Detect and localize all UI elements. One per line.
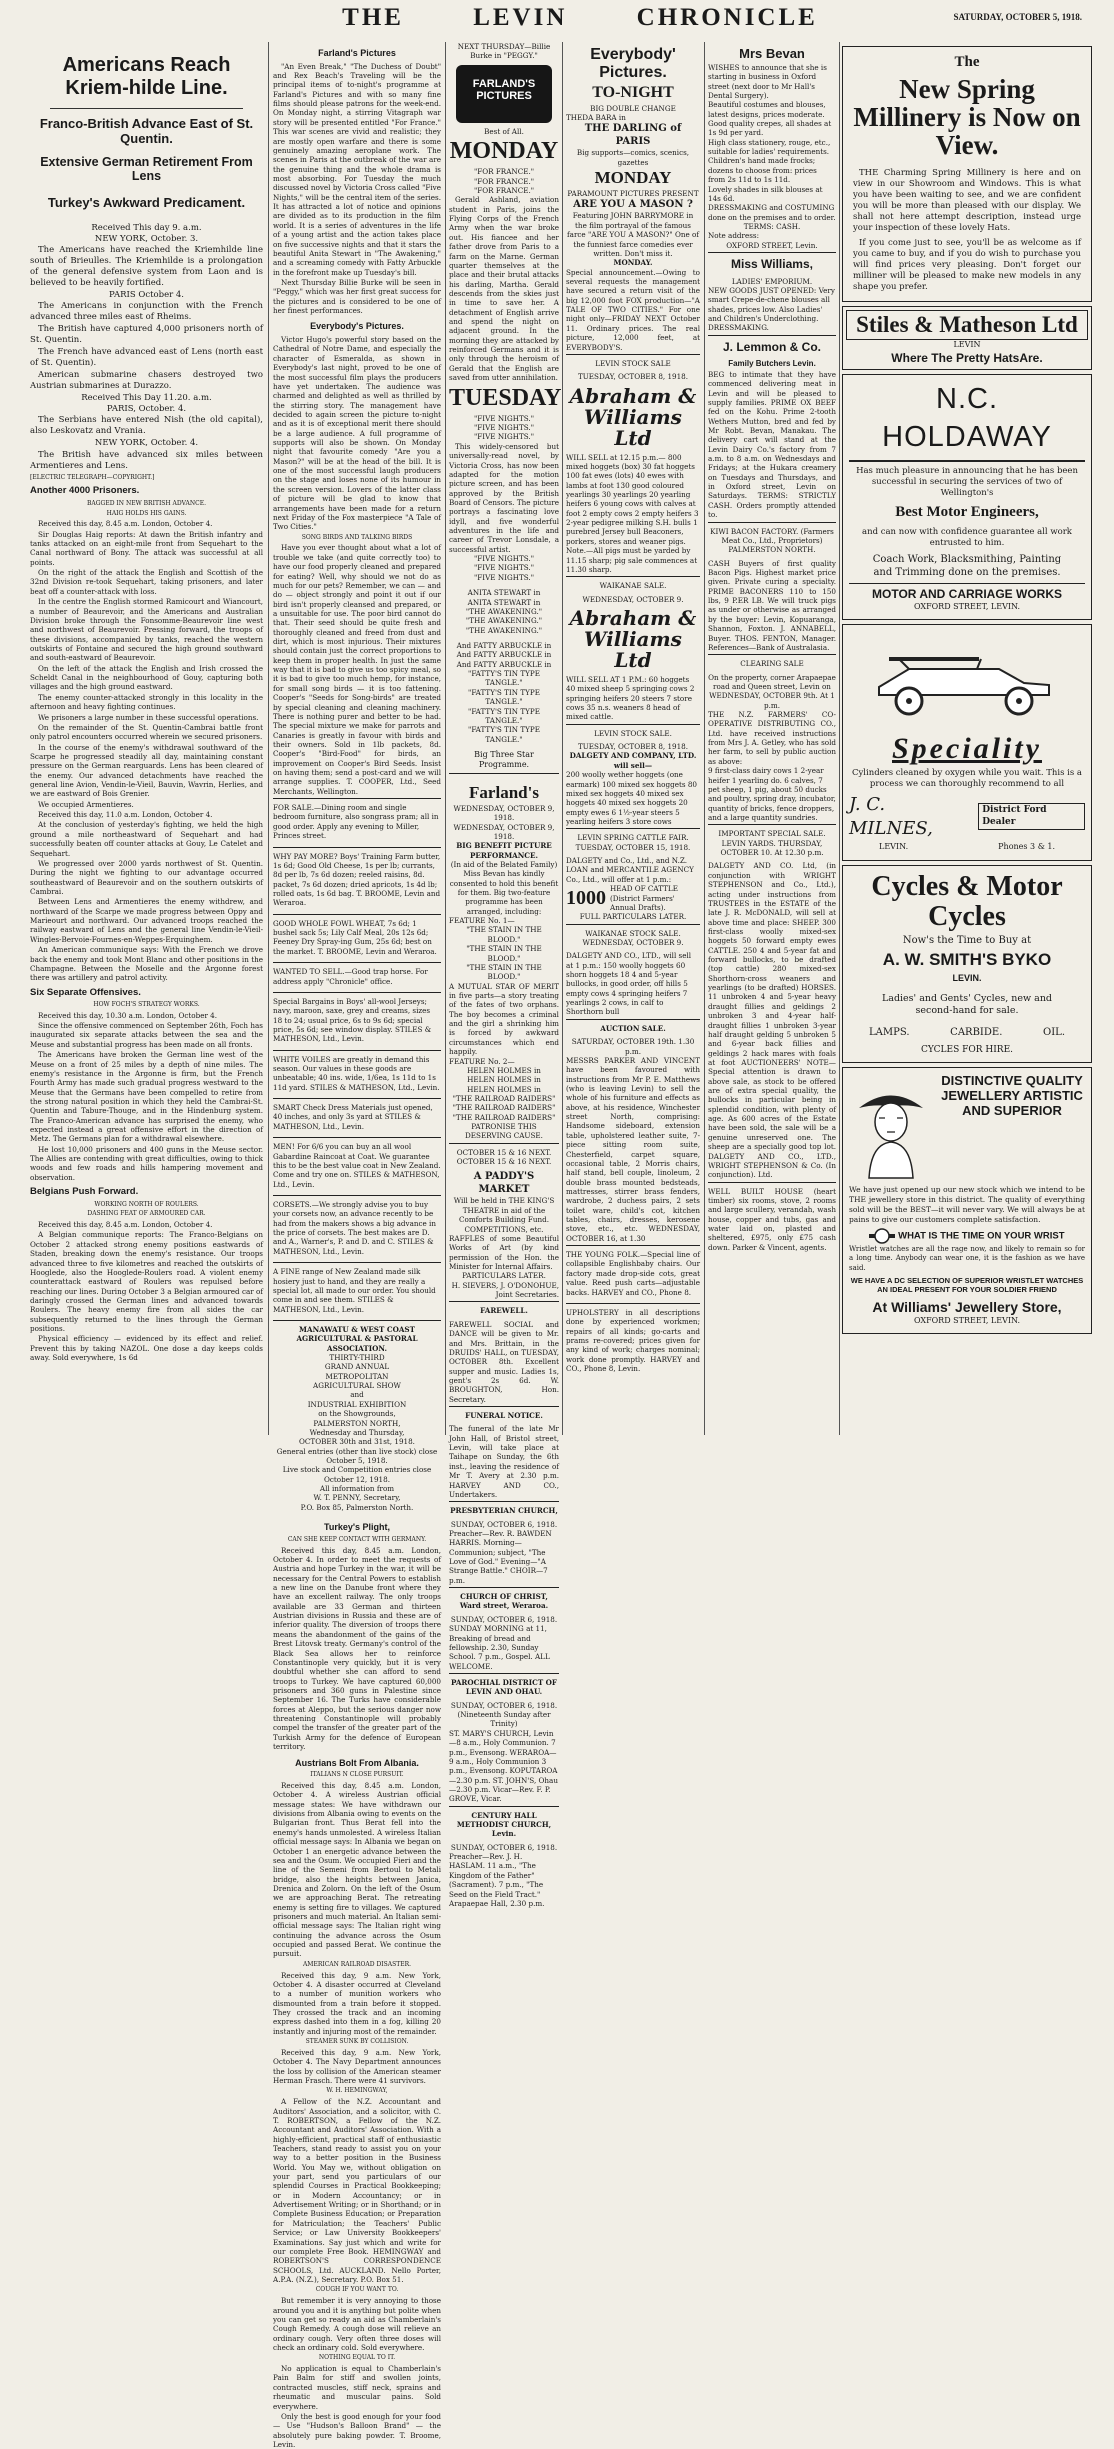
day-monday: MONDAY (594, 168, 672, 188)
show-line: P.O. Box 85, Palmerston North. (300, 1502, 414, 1512)
article-paragraph: The British have advanced six miles between Armentieres and Lens. (30, 449, 263, 471)
heading-turkey: Turkey's Plight, (324, 1522, 390, 1533)
benefit-text: (In aid of the Belated Family) Miss Bevan has kindly consented to hold this benefit for them. Big two-feature programme has been arranged, including: (449, 859, 559, 916)
date-line: WEDNESDAY, OCTOBER 9, 1918. (453, 803, 555, 823)
secretaries: H. SIEVERS, J. O'DONOHUE, Joint Secretaries. (451, 1280, 559, 1300)
heading-farlands-pictures: Farland's Pictures (318, 48, 396, 58)
church-of-christ-heading: CHURCH OF CHRIST, Ward street, Weraroa. (449, 1587, 559, 1615)
article-paragraph: But remember it is very annoying to those around you and it is anything but polite when you can get so ready an aid as Chamberlain's Cough Remedy. A cough dose will relieve an ordinary cough. Very often three doses will check an ordinary cold. Sold everywhere. (273, 2296, 441, 2352)
heading-cough: COUGH IF YOU WANT TO. (315, 2286, 399, 2294)
article-paragraph: Physical efficiency — evidenced by its effect and relief. Prevent this by taking NAZOL. One dose a day keeps colds away. Sold everywhere, 1s 6d (30, 1334, 263, 1363)
abraham-williams-logo: Abraham & Williams Ltd (569, 383, 697, 450)
column-shops (708, 42, 836, 1435)
lemmon-title: J. Lemmon & Co. (708, 335, 836, 360)
article-paragraph: In the course of the enemy's withdrawal southward of the Scarpe he progressed steadily all day, maintaining constant pressure on the German rearguards. Lens has been cleared of the enemy. Our advanced detachments have reached the general line Avion, Vendin-le-Vieil, Bauvin, Wavrin, Herlies, and we are eastward of Bois Grenier. (30, 742, 263, 799)
clearing-text: On the property, corner Arapaepae road and Queen street, Levin on WEDNESDAY, OCTOBER 9th. At 1 p.m. (708, 672, 836, 710)
church-date: SUNDAY, OCTOBER 6, 1918. (Nineteenth Sunday after Trinity) (450, 1700, 558, 1729)
bevan-text: DRESSMAKING and COSTUMING done on the premises and to order. (708, 203, 836, 222)
article-paragraph: Received this day, 8.45 a.m. London, October 4. A wireless Austrian official message states: We have withdrawn our divisions from Albania owing to events on the Bulgarian front. Thus Berat fell into the enemy's hands unmolested. A wireless Italian official message says: In Albania we began on October 1 an energetic advance between the sea and the Osum. We occupied Fieri and the line of the Semeni from Bertoul to Metali bridge, also the heights between Janica, Drenica and Zolorn. On the left of the Osum we are approaching Berat. The retreating enemy is setting fire to villages. We captured prisoners and much material. An Italian semi-official message says: The Italian right wing continuing the advance across the Osum occupied and passed Berat. We continue the pursuit. (273, 1781, 441, 1959)
speciality-heading: Speciality (892, 732, 1042, 766)
funeral-text: The funeral of the late Mr John Hall, of Bristol street, Levin, will take place at Taihape on Sunday, the 6th inst., leaving the residence of Mr T. Avery at 2.30 p.m. HARVEY AND CO., Undertakers. (449, 1424, 559, 1499)
article-paragraph: Received this day, 8.45 a.m. London, October 4. (38, 519, 213, 529)
cycles-heading: Cycles & Motor Cycles (871, 871, 1063, 932)
article-paragraph: Received this day, 8.45 a.m. London, October 4. (38, 1220, 213, 1230)
century-hall-heading: CENTURY HALL METHODIST CHURCH, Levin. (449, 1806, 559, 1843)
deck: ITALIANS N CLOSE PURSUIT. (310, 1771, 404, 1779)
note-address: Note address: (708, 231, 760, 241)
works-heading: MOTOR AND CARRIAGE WORKS (849, 583, 1085, 603)
classified-ad: CORSETS.—We strongly advise you to buy your corsets now, an advance recently to be had from the makers shows a big advance in the price of corsets. The best makes are D. and A., Warner's, P. and D. and C. STILES & MATHESON, Ltd., Levin. (273, 1195, 441, 1260)
film-title: "THE AWAKENING." (465, 616, 543, 626)
article-paragraph: The Americans in conjunction with the French advanced three miles east of Rheims. (30, 300, 263, 322)
film-title: "THE STAIN IN THE BLOOD." (466, 925, 542, 944)
sale-list: DALGETY AND CO., LTD., will sell at 1 p.m.: 150 woolly hoggets 60 shorn hoggets 18 4 and 5-year bullocks, in good order, off hills 5 empty cows 4 springing heifers 7 yearlings 2 cows, in calf to Shorthorn bull (566, 951, 692, 1017)
classified-ad: WHITE VOILES are greatly in demand this season. Our values in these goods are unbeatable; 40 ins. wide, 1/6ea, 1s 11d to 1s 11d yard. STILES & MATHESON, Ltd., Levin. (273, 1050, 441, 1096)
classified-ad: SMART Check Dress Materials just opened, 40 inches, and only 3s yard at STILES & MATHESON, Ltd., Levin. (273, 1098, 441, 1135)
sale-date: TUESDAY, OCTOBER 8, 1918. (577, 372, 689, 382)
show-line: INDUSTRIAL EXHIBITION (307, 1399, 407, 1409)
show-line: Live stock and Competition entries close October 12, 1918. (282, 1465, 432, 1484)
abraham-williams-logo: Abraham & Williams Ltd (569, 605, 697, 672)
stock-sale-heading: WAIKANAE SALE. (566, 576, 700, 594)
column-rule (704, 42, 705, 1435)
selection-text: WE HAVE A DC SELECTION OF SUPERIOR WRISTLET WATCHES AN IDEAL PRESENT FOR YOUR SOLDIER FRIEND (850, 1275, 1084, 1295)
date-line: WEDNESDAY, OCTOBER 9, 1918. (453, 822, 555, 841)
cycles-for-hire: CYCLES FOR HIRE. (921, 1044, 1013, 1055)
article-paragraph: Received this day, 9 a.m. New York, October 4. The Navy Department announces the loss by collision of the American steamer Herman Frasch. There were 41 survivors. (273, 2047, 441, 2086)
film-title: "THE AWAKENING." (465, 606, 543, 616)
harvey-advert: UPHOLSTERY in all descriptions done by experienced workmen; repairs of all kinds; go-carts and prams re-covered; prices given for any kind of work; charges nominal; work done promptly. HARVEY and CO., Phone 8, Levin. (566, 1303, 700, 1378)
classified-ad: A FINE range of New Zealand made silk hosiery just to hand, and they are really a special lot, all made to our order. You should come in and see them. STILES & MATHESON, Ltd., Levin. (273, 1262, 441, 1318)
article-paragraph: A Fellow of the N.Z. Accountant and Auditors' Association, and a solicitor, with C. T. ROBERTSON, a Fellow of the N.Z. Accountant and Auditors' Association. With a highly-efficient, practical staff of enthusiastic Teachers, stand ready to assist you on your way to a better position in the Business World. You May we, without obligation on your part, send you particulars of our splendid Courses in Practical Bookkeeping; or in Modern Accountancy; or in Advertisement Writing; or in Shorthand; or in Complete Business Education; or Preparation for Matriculation; the Teachers' Public Service; or Law University Bookkeepers' Examinations. Say just which and write for our complete Free Book. HEMINGWAY and ROBERTSON'S CORRESPONDENCE SCHOOLS, Ltd. AUCKLAND. Nello Porter, A.P.A. (N.Z.), Secretary. P.O. Box 51. (273, 2097, 441, 2284)
jewellery-headline: DISTINCTIVE QUALITY JEWELLERY ARTISTIC AND SUPERIOR (941, 1073, 1083, 1119)
butchers: Family Butchers Levin. (728, 359, 816, 369)
motor-engineers: Best Motor Engineers, (895, 503, 1039, 520)
millinery-text: If you come just to see, you'll be as welcome as if you came to buy, and if you do wish to purchase you will find prices very pleasing. Don't forget our milliner will be pleased to make new models in any shape you prefer. (853, 238, 1081, 293)
church-text: Preacher—Rev. R. BAWDEN HARRIS. Morning—Communion; subject, "The Love of God." Evening—"A Strange Battle." CHOIR—7 p.m. (449, 1528, 552, 1585)
programme-note: BIG DOUBLE CHANGE (590, 103, 676, 113)
article-paragraph: "An Even Break," "The Duchess of Doubt" and Rex Beach's Traveling will be the principal items of to-night's programme at Farland's Pictures and with so many fine films should please patrons for the week-end. On Monday night, a stirring Vitagraph war story will be presented entitled "For France." This war scenes are vivid and realistic; they are mostly open warfare and there is some genuinely amazing aeroplane work. The scenes in Paris at the outbreak of the war are the genuine thing and the whole drama is most absorbing. For Tuesday the much discussed novel by Victoria Cross called "Five Nights," will be the central item of the series. It has attracted a lot of notice and opinions are divided as to its production in the film world. It is a series of adventures in the life of a young artist and the action takes place on five successive nights and that it stars the beautiful Anita Stewart in "The Awakening," and a screaming comedy with Fatty Arbuckle in the forefront make up Tuesday's bill. (273, 61, 441, 277)
church-date: SUNDAY, OCTOBER 6, 1918. (450, 1614, 558, 1624)
issue-date: SATURDAY, OCTOBER 5, 1918. (953, 12, 1082, 22)
show-line: and (350, 1390, 364, 1400)
column-stock-sales (566, 42, 700, 1435)
wristlet-text: Wristlet watches are all the rage now, and likely to remain so for a long time. Anybody can wear one, it is the fashion as we have said. (849, 1245, 1085, 1272)
the: The (954, 54, 980, 70)
bevan-text: Lovely shades in silk blouses at 14s 6d. (708, 184, 823, 203)
article-paragraph: Received this day, 10.30 a.m. London, October 4. (38, 1010, 218, 1020)
cattle-count-note: HEAD OF CATTLE (District Farmers' Annual Drafts). (610, 884, 678, 912)
special-announcement: Special announcement.—Owing to several requests the management have secured a return visit of the big 12,000 foot FOX production—"A TALE OF TWO CITIES." For one night only—FRIDAY NEXT October 11. Ordinary prices. The real picture, 12,000 feet, at EVERYBODY'S. (566, 267, 700, 352)
copyright-line: [ELECTRIC TELEGRAPH—COPYRIGHT.] (30, 473, 155, 481)
farewell-heading: FAREWELL. (449, 1301, 559, 1319)
miss-williams: Miss Williams, (708, 252, 836, 277)
day-monday-small: MONDAY. (613, 258, 653, 268)
feature-label: FEATURE No. 2— (449, 1056, 515, 1066)
column-rule (268, 42, 269, 1435)
stiles-matheson-advert (842, 306, 1092, 370)
jewellery-advert (842, 1067, 1092, 1333)
article-paragraph: Only the best is good enough for your food — Use "Hudson's Balloon Brand" — the absolutely pure baking powder. T. Broome, Levin. (273, 2411, 441, 2449)
particulars-later: FULL PARTICULARS LATER. (579, 912, 687, 922)
show-advert (273, 1320, 441, 1516)
classified-ad: WANTED TO SELL.—Good trap horse. For address apply "Chronicle" office. (273, 962, 441, 990)
particulars-later: PARTICULARS LATER. (462, 1271, 546, 1281)
everybodys-title: Everybody' Pictures. (590, 46, 676, 82)
show-line: GRAND ANNUAL (324, 1362, 390, 1372)
deck: BAGGED IN NEW BRITISH ADVANCE. (86, 499, 206, 507)
film-title: "FIVE NIGHTS." (473, 423, 535, 433)
pretty-hats: Where The Pretty HatsAre. (891, 350, 1043, 365)
sale-list: WILL SELL at 12.15 p.m.— 800 mixed hoggets (box) 30 fat hoggets 100 fat ewes (lots) 40 ewes with lambs at foot 130 good coloured yearlings 30 yearlings 20 yearling heifers 6 young cows with calves at foot 2 empty cows 2 empty heifers 3 2-year pedigree milking S.H. bulls 1 purebred Jersey bull Beaconers, porkers, stores and weaner pigs. Note.—All pigs must be yarded by 11.15 sharp; pig sale commences at 11.30 sharp. (566, 452, 699, 574)
classified-ad: FOR SALE.—Dining room and single bedroom furniture, also songrass pram; all in good order. Apply any evening to Miller, Princes street. (273, 798, 441, 844)
column-war-news (30, 42, 263, 1435)
show-line: AGRICULTURAL SHOW (313, 1381, 401, 1391)
article-paragraph: The enemy counter-attacked strongly in this locality in the afternoon and heavy fighting continues. (30, 692, 263, 712)
ford-advert (842, 624, 1092, 862)
article-paragraph: The British have captured 4,000 prisoners north of St. Quentin. (30, 323, 263, 346)
ford-dealer: District Ford Dealer (978, 803, 1085, 830)
carbide: CARBIDE. (950, 1026, 1003, 1038)
headline-franco-british: Franco-British Advance East of St. Quentin. (39, 116, 254, 146)
film-title: "THE STAIN IN THE BLOOD." (466, 944, 542, 963)
wristwatch-icon (869, 1227, 895, 1245)
important-sale-text: DALGETY AND CO. Ltd, (in conjunction with WRIGHT STEPHENSON and Co., Ltd.), acting under instructions from TRUSTEES in the ESTATE of the late J. R. McDONALD, will sell at above time and place: SHEEP. 300 first-class woolly mixed-sex hoggets 50 forward empty ewes CATTLE. 250 4 and 5-year fat and forward bullocks, to be drafted (top cattle) 280 mixed-sex Shorthorn-cross weaners and yearlings (to be drafted) HORSES. 11 unbroken 4 and 5-year heavy draught fillies and geldings 2 unbroken 3 and 4-year half-draught fillies 1 unbroken 3-year half draught gelding 5 unbroken 5 and 6-year back fillies and geldings 2 hack mares with foals at foot AUCTIONEERS' NOTE—Special attention is drawn to above sale, as stock to be offered are of extra special quality, the bullocks in particular being in splendid condition, with plenty of age. As 600 acres of the Estate have been sold, the sale will be a genuine unreserved one. The sheep are a specially good top lot. DALGETY AND CO., LTD., WRIGHT STEPHENSON & Co. (In conjunction). Ltd. (708, 861, 836, 1180)
film-title: ANITA STEWART in (467, 597, 541, 607)
article-paragraph: An American communique says: With the French we drove back the enemy and took Mont Blanc and other positions in the Champagne. Between the Moselle and the Argonne forest there was artillery and patrol activity. (30, 945, 263, 983)
film-title: "FIVE NIGHTS." (473, 413, 535, 423)
millinery-headline: New Spring Millinery is Now on View. (853, 73, 1081, 161)
article-paragraph: Received this day, 9 a.m. New York, October 4. A disaster occurred at Cleveland to a number of munition workers who dismounted from a train before it stopped. They crossed the track and an incoming express dashed into them in a fog, killing 20 instantly and injuring most of the remainder. (273, 1970, 441, 2036)
article-paragraph: He lost 10,000 prisoners and 400 guns in the Meuse sector. The Allies are contending with great difficulties, owing to thick woods and few roads and hills hampering movement and observation. (30, 1144, 263, 1182)
terms: TERMS: CASH. (743, 222, 801, 231)
auction-heading: AUCTION SALE. (566, 1019, 700, 1037)
sale-list: 200 woolly wether hoggets (one earmark) 100 mixed sex hoggets 80 mixed sex hoggets 40 mixed sex hoggets 40 mixed sex hoggets 20 empty ewes 6 1½-year steers 5 yearling heifers 3 store cows (566, 770, 697, 826)
dateline: NEW YORK, October. 4. (94, 438, 199, 449)
williams-text: NEW GOODS JUST OPENED: Very smart Crepe-de-chene blouses all shades, prices low. Also Ladies' and Children's Underclothing. DRESSMAKING. (708, 286, 835, 333)
best-of-all: Best of All. (484, 126, 524, 136)
article-paragraph: Since the offensive commenced on September 26th, Foch has inaugurated six separate attacks between the sea and the Meuse and substantial progress has been made on all fronts. (30, 1021, 263, 1049)
next-thursday: NEXT THURSDAY—Billie Burke in "PEGGY." (457, 42, 551, 61)
classified-ad: MEN! For 6/6 you can buy an all wool Gabardine Raincoat at Coat. We guarantee this to be the best value coat in New Zealand. Come and try one on. STILES & MATHESON, Ltd., Levin. (273, 1137, 441, 1193)
presbyterian-heading: PRESBYTERIAN CHURCH, (449, 1501, 559, 1519)
deck: HOW FOCH'S STRATEGY WORKS. (93, 1000, 200, 1008)
cycles-text: Ladies' and Gents' Cycles, new and second-hand for sale. (881, 992, 1053, 1017)
funeral-heading: FUNERAL NOTICE. (449, 1406, 559, 1424)
film-title: And FATTY ARBUCKLE in (456, 640, 552, 650)
article-paragraph: On the remainder of the St. Quentin-Cambrai battle front only patrol encounters occurred wherein we secured prisoners. (30, 722, 263, 742)
market-dates: OCTOBER 15 & 16 NEXT. OCTOBER 15 & 16 NEXT. (449, 1143, 559, 1171)
coach-work: Coach Work, Blacksmithing, Painting and Trimming done on the premises. (872, 553, 1062, 578)
heading-everybodys-pictures: Everybody's Pictures. (310, 321, 404, 332)
show-line: General entries (other than live stock) close October 5, 1918. (276, 1446, 438, 1465)
lady-illustration (849, 1078, 933, 1178)
show-line: Wednesday and Thursday, (309, 1427, 405, 1437)
film-title: "FOR FRANCE." (473, 176, 535, 186)
paramount-line: PARAMOUNT PICTURES PRESENT (567, 189, 699, 199)
film-title: ANITA STEWART in (467, 588, 541, 598)
time-headline-text: WHAT IS THE TIME ON YOUR WRIST (898, 1230, 1065, 1242)
film-synopsis: Gerald Ashland, aviation student in Paris, joins the Flying Corps of the French Army when the war broke out. His fiancee and her father drove from Paris to a farm on the Marne. German quarter themselves at the place and their brutal attacks his darling, Martha. Gerald descends from the skies just in time to save her. A detachment of English arrive and spend the night on adjacent ground. In the morning they are attacked by reinforced Germans and it is only through the heroism of Gerald that the English are saved from utter annihilation. (449, 195, 559, 383)
now-line: Now's the Time to Buy at (902, 935, 1032, 947)
article-paragraph: Have you ever thought about what a lot of trouble we take (and quite correctly too) to have our food properly cleaned and prepared for eating? Well, why should we not do as much for our pets? Remember, we can — and do — object strongly and point it out if our bird isn't properly cleansed and prepared, or a unsuitable for use. The poor bird cannot do that. Their seed should be quite fresh and thoroughly cleaned and freed from dust and dirt, which is most injurious. Their mixtures should contain just the correct proportions to keep them in proper health. In just the same way that it is bad to give us too spicy meal, so it is bad to give too much hemp, for instance, for small song birds — it is too fattening. Cooper's "Seeds for Song-birds" are treated by special cleaning and cleaning machinery. There is nothing purer and better to be had. The special mixture we make for parrots and Canaries is greatly in favour with birds and their owners. Sold in 1lb packets, 8d. Cooper's "Bird-Food" for birds, an improvement on Cooper's Bird Seeds. Insist on having them; send a post-card and we will arrange supplies. T. COOPER, Ltd., Seed Merchants, Wellington. (273, 543, 441, 796)
raffles: RAFFLES of some Beautiful Works of Art (by kind permission of the Hon. the Minister for Internal Affairs. (449, 1233, 559, 1271)
column-rule (839, 42, 840, 1435)
film-title: "FOR FRANCE." (473, 167, 535, 177)
article-paragraph: Received this day, 11.0 a.m. London, October 4. (38, 810, 213, 820)
article-paragraph: On the left of the attack the English and Irish crossed the Scheldt Canal in the neighbourhood of Gouy, capturing both villages and the high ground eastward. (30, 663, 263, 692)
stock-sale-heading: LEVIN STOCK SALE. (566, 724, 700, 742)
heading-steamer: STEAMER SUNK BY COLLISION. (305, 2038, 409, 2046)
stock-sale-heading: LEVIN STOCK SALE (566, 354, 700, 372)
film-title: "THE AWAKENING." (465, 625, 543, 635)
clearing-sale: CLEARING SALE (708, 654, 836, 672)
levin: LEVIN. (952, 973, 982, 984)
show-line: THIRTY-THIRD (329, 1353, 385, 1363)
levin: LEVIN (953, 340, 981, 350)
lamps: LAMPS. (869, 1026, 910, 1038)
nz-farmers: THE N.Z. FARMERS' CO-OPERATIVE DISTRIBUTING CO., Ltd. have received instructions from Mrs J. A. Getley, who has sold her farm, to sell by public auction as above: (708, 710, 836, 766)
sale-date: TUESDAY, OCTOBER 8, 1918. (577, 742, 689, 752)
tonight: TO-NIGHT (592, 83, 674, 101)
show-title: MANAWATU & WEST COAST AGRICULTURAL & PASTORAL ASSOCIATION. (296, 1324, 418, 1353)
deck: HAIG HOLDS HIS GAINS. (106, 509, 187, 517)
subhead-belgians: Belgians Push Forward. (30, 1186, 139, 1198)
heading-railroad: AMERICAN RAILROAD DISASTER. (302, 1960, 412, 1968)
benefit-heading: BIG BENEFIT PICTURE PERFORMANCE. (456, 841, 552, 860)
church-date: SUNDAY, OCTOBER 6, 1918. (450, 1519, 558, 1529)
cycles-advert (842, 865, 1092, 1063)
harvey-advert: THE YOUNG FOLK.—Special line of collapsible Englishbaby chairs. Our factory made drop-side cots, great value. Reed push carts—adjustable backs. HARVEY and CO., Phone 8. (566, 1245, 700, 1301)
article-paragraph: Victor Hugo's powerful story based on the Cathedral of Notre Dame, and especially the character of Esmeralda, as shown in Everybody's last night, proved to be one of the most successful film plays the producers have yet undertaken. The audience was charmed and delighted as well as thrilled by the stirring story. The management have decided to again screen the picture to-night and as it is of exceptional merit there should be a large audience. A full programme of supports will also be shown. On Monday night that favourite comedy "Are you a Mason?" will be at the head of the bill. It is one of the most successful laugh producers on the stage and loses none of its humour in the screen version. Lovers of the latter class of picture will be glad to know that arrangements have been made for a return next Friday of the Fox masterpiece "A Tale of Two Cities." (273, 335, 441, 532)
sale-list: WILL SELL AT 1 P.M.: 60 hoggets 40 mixed sheep 5 springing cows 2 springing heifers 20 steers 7 store cows 35 n.s. weaners 8 head of mixed cattle. (566, 674, 695, 722)
dateline: PARIS, October. 4. (106, 404, 187, 415)
deck: WORKING NORTH OF ROULERS. (94, 1200, 199, 1208)
film-title: "FIVE NIGHTS." (473, 572, 535, 582)
heading-hemingway: W. H. HEMINGWAY, (326, 2087, 388, 2095)
column-rule (562, 42, 563, 1435)
column-rule (445, 42, 446, 1435)
day-tuesday: TUESDAY (449, 384, 562, 411)
auction-text: MESSRS PARKER AND VINCENT have been favoured with instructions from Mr P. E. Matthews (who is leaving Levin) to sell the whole of his furniture and effects as above, at his residence, Winchester street North, comprising: Handsome sideboard, extension table, upholstered leather suite, 7-piece sitting room suite, Chesterfield, carpet square, occasional table, 2 Morris chairs, half stand, bell couple, linoleum, 2 double brass mounted bedsteads, mattresses, stirrer brass fenders, wardrobe, 2 duchess pairs, 2 sets toilet ware, child's cot, kitchen tables, chairs, dresses, kerosene stove, etc., etc. WEDNESDAY, OCTOBER 16, at 1.30 (566, 1055, 700, 1243)
competitions: COMPETITIONS, etc. (464, 1224, 544, 1234)
cable-time: Received This day 9. a.m. (91, 222, 202, 233)
supports-line: Big supports—comics, scenics, gazettes (576, 148, 690, 167)
bevan-text: Children's hand made frocks; dozens to choose from: prices from 2s 11d to 1s 11d. (708, 156, 817, 185)
bevan-text: Good quality crepes, all shades at 1s 9d per yard. (708, 119, 832, 138)
auctioneer: DALGETY AND COMPANY, LTD. will sell— (569, 751, 697, 770)
film-title: "FATTY'S TIN TYPE TANGLE." (468, 725, 540, 744)
store-address: OXFORD STREET, LEVIN. (913, 1316, 1021, 1326)
film-synopsis: This widely-censored but universally-read novel, by Victoria Cross, has now been adapted for the motion picture screen, and has been approved by the British Board of Censors. The picture portrays a fascinating love idyll, and five wonderful adventures in the life and career of Trevor Lonsdale, a successful artist. (449, 441, 559, 554)
film-title: HELEN HOLMES in (467, 1084, 541, 1094)
jewellery-store: At Williams' Jewellery Store, (872, 1299, 1062, 1316)
feature-label: FEATURE No. 1— (449, 916, 515, 926)
film-title: "FATTY'S TIN TYPE TANGLE." (468, 687, 540, 707)
paddys-market: A PADDY'S MARKET (473, 1171, 535, 1196)
article-paragraph: The Americans have reached the Kriemhilde line south of Brieulles. The Kriemhilde is a prolongation of the general defensive system from Laon and is believed to be heavily fortified. (30, 244, 263, 288)
film-title: "FIVE NIGHTS." (473, 432, 535, 442)
film-title: THE DARLING of PARIS (584, 123, 682, 148)
show-line: W. T. PENNY, Secretary, (313, 1493, 401, 1503)
church-date: SUNDAY, OCTOBER 6, 1918. (450, 1842, 558, 1852)
parochial-heading: PAROCHIAL DISTRICT OF LEVIN AND OHAU. (449, 1673, 559, 1701)
church-text: SUNDAY MORNING at 11, Breaking of bread and fellowship. 2.30, Sunday School. 7 p.m., Gospel. ALL WELCOME. (449, 1624, 550, 1671)
stiles-matheson-logo: Stiles & Matheson Ltd (846, 310, 1088, 340)
film-title: "THE RAILROAD RAIDERS" (452, 1093, 556, 1103)
bevan-text: High class stationery, rouge, etc., suitable for ladies' requirements. (708, 137, 831, 157)
day-monday: MONDAY (449, 138, 559, 165)
headline-lens: Extensive German Retirement From Lens (40, 154, 253, 184)
film-title: "FATTY'S TIN TYPE TANGLE." (468, 669, 540, 688)
patronise-line: PATRONISE THIS DESERVING CAUSE. (465, 1122, 543, 1141)
house-for-sale: WELL BUILT HOUSE (heart timber) six rooms, stove, 2 rooms and large scullery, verandah, wash house, copper and tubs, gas and water laid on, plasted and sheltered, £975, only £75 cash down. Parker & Vincent, agents. (708, 1182, 836, 1257)
film-synopsis: Featuring JOHN BARRYMORE in the film portrayal of the famous farce "ARE YOU A MASON?" One of the funniest farce comedies ever written. Don't miss it. (567, 211, 699, 258)
article-paragraph: The Americans have broken the German line west of the Meuse on a front of 25 miles by a depth of nine miles. The enemy's resistance in the Argonne is firm, but the French Fourth Army has made such gradual progress westward to the Meuse that the Germans have been compelled to retire from the strong natural position in which they held the Cambrai-St. Quentin and Tabure-Thouge, and in the Hindenburg system. The Franco-American advance has surprised the enemy, who expected instead a great offensive effort in the direction of Metz. The Germans plan for a withdrawal elsewhere. (30, 1050, 263, 1144)
newspaper-title: THE LEVIN CHRONICLE (342, 4, 818, 31)
dateline: PARIS October 4. (109, 289, 184, 300)
dateline: NEW YORK, October. 3. (94, 233, 199, 244)
emporium: LADIES' EMPORIUM. (731, 276, 813, 286)
cattle-fair-heading: LEVIN SPRING CATTLE FAIR. TUESDAY, OCTOBER 15, 1918. (566, 828, 700, 856)
classified-ad: GOOD WHOLE FOWL WHEAT, 7s 6d; 1 bushel sack 5s; Lily Calf Meal, 20s 12s 6d; Feeney Dry Spray-ing Gum, 25s 6d; best on the market. T. BROOME, Levin and Weraroa. (273, 914, 441, 960)
film-title: ARE YOU A MASON ? (573, 199, 693, 211)
subhead-prisoners: Another 4000 Prisoners. (30, 485, 140, 497)
cattle-count: 1000 (566, 887, 606, 910)
bevan-text: Beautiful costumes and blouses, latest designs, prices moderate. (708, 100, 826, 119)
cattle-fair-text: DALGETY and Co., Ltd., and N.Z. LOAN and MERCANTILE AGENCY Co., Ltd., will offer at 1 p.m.: (566, 856, 694, 884)
heading-song-birds: SONG BIRDS AND TALKING BIRDS (301, 533, 413, 541)
article-paragraph: In the centre the English stormed Ramicourt and Wiancourt, a number of Beaurevoir, and the Americans and Australian Division broke through the Fonsomme-Beaurevoir line west and northwest of Beaurevoir. Pressing forward, the troops of these divisions, accompanied by tanks, reached the western outskirts of Fontaine and secured the high ground southward and south-eastward of Beaurevoir. (30, 597, 263, 663)
heading-nothing-equal: NOTHING EQUAL TO IT. (318, 2354, 396, 2362)
holdaway-name: N.C. HOLDAWAY (849, 381, 1085, 461)
phones: Phones 3 & 1. (998, 842, 1055, 851)
nz-farmers-list: 9 first-class dairy cows 1 2-year heifer 1 yearling do. 6 calves, 7 pet sheep, 1 pig, about 50 ducks and poultry, spring dray, incubator, quantity of bricks, fence droppers, and a large quantity sundries. (708, 766, 836, 822)
article-paragraph: The Serbians have entered Nish (the old capital), also Leskovatz and Vrania. (30, 415, 263, 437)
holdaway-text: Has much pleasure in announcing that he has been successful in securing the services of two of Wellington's (856, 465, 1078, 498)
motor-car-illustration (849, 639, 1069, 719)
show-line: OCTOBER 30th and 31st, 1918. (299, 1437, 415, 1447)
holdaway-advert (842, 374, 1092, 619)
column-display-ads (842, 42, 1092, 1435)
smith-byko: A. W. SMITH'S BYKO (882, 950, 1052, 970)
star-line: THEDA BARA in (566, 112, 626, 122)
church-text: ST. MARY'S CHURCH, Levin—8 a.m., Holy Communion. 7 p.m., Evensong. WERAROA—9 a.m., Holy Communion 3 p.m., Evensong. KOPUTAROA—2.30 p.m. ST. JOHN'S, Ohau—2.30 p.m. Vicar—Rev. F. P. GROVE, Vicar. (449, 1728, 558, 1804)
article-paragraph: Between Lens and Armentieres the enemy withdrew, and northward of the Scarpe we made progress between Oppy and Marieourt and northward. Our advanced troops reached the railway eastward of Lens and the general line Vendin-le-Vieil-Wingles-Bervoie-Fournes-en-Weppes-Erquinghem. (30, 897, 263, 944)
column-farlands-ads (449, 42, 562, 1908)
speciality-text: Cylinders cleaned by oxygen while you wait. This is a process we can thoroughly recommend to all (851, 768, 1083, 790)
article-paragraph: We occupied Armentieres. (38, 799, 134, 809)
auction-date: SATURDAY, OCTOBER 19th. 1.30 p.m. (571, 1037, 695, 1056)
important-sale: IMPORTANT SPECIAL SALE. LEVIN YARDS. THURSDAY, OCTOBER 10. At 12.30 p.m. (708, 824, 836, 861)
oil: OIL. (1043, 1026, 1065, 1038)
programme-note: Big Three Star Programme. (474, 749, 534, 770)
article-paragraph: On the right of the attack the English and Scottish of the 32nd Division re-took Sequehart, taking prisoners, and later beat off a counter-attack with loss. (30, 568, 263, 596)
film-title: "THE STAIN IN THE BLOOD." (466, 962, 542, 982)
church-text: Preacher—Rev. J. H. HASLAM. 11 a.m., "The Kingdom of the Father" (Sacrament). 7 p.m., "The Seed on the Field Tract." Arapaepae Hall, 2.30 p.m. (449, 1852, 545, 1908)
deck: CAN SHE KEEP CONTACT WITH GERMANY. (287, 1535, 427, 1543)
film-title: "FATTY'S TIN TYPE TANGLE." (468, 706, 540, 725)
film-title: "FIVE NIGHTS." (473, 554, 535, 564)
film-title: "FOR FRANCE." (473, 185, 535, 195)
works-address: OXFORD STREET, LEVIN. (913, 602, 1021, 612)
milnes-name: J. C. MILNES, (849, 794, 933, 839)
show-line: PALMERSTON NORTH, (313, 1418, 401, 1428)
article-paragraph: Received this day, 8.45 a.m. London, October 4. In order to meet the requests of Austria and hope Turkey in the war, it will be necessary for the Central Powers to establish a new line on the Danube front where they have an excellent railway. The only troops available are 33 German and thirteen Austrian divisions in Russia and these are of inferior quality. The diversion of troops there means the abandonment of the gains of the Brest Litovsk treaty. Germany's control of the Black Sea allows her to reinforce Constantinople very quickly, but it is very doubtful whether she can afford to send troops to Turkey. We have captured 60,000 prisoners and 360 guns in Palestine since September 16. The Turks have considerable forces at Aleppo, but the serious danger now threatening Constantinople will probably compel the transfer of the greater part of the Turkish Army for the defence of European territory. (273, 1545, 441, 1752)
cable-time: Received This Day 11.20. a.m. (81, 393, 212, 404)
sale-date: WEDNESDAY, OCTOBER 9. (582, 594, 684, 604)
address: OXFORD STREET, Levin. (726, 240, 818, 250)
classified-ad: WHY PAY MORE? Boys' Training Farm butter, 1s 6d; Good Old Cheese, 1s per lb; currants, 8d per lb, 7s 6d dozen; reeled raisins, 8d. packet, 7s 6d dozen; dried apricots, 1s 4d lb; rolled oats, 1s 6d bag. T. BROOME, Levin and Weraroa. (273, 847, 441, 912)
kiwi-bacon: KIWI BACON FACTORY. (Farmers Meat Co., Ltd., Proprietors) PALMERSTON NORTH. (708, 522, 836, 559)
lemmon-text: BEG to intimate that they have commenced delivering meat in Levin and will be pleased to supply families. PRIME OX BEEF fed on the Kohu. Prime 2-tooth Wethers Mutton, bred and fed by Mr Robt. Bevan, Manakau. The delivery cart will stand at the Levin Dairy Co.'s factory from 7 a.m. to 8 a.m. on Wednesdays and Fridays; at the Hukara creamery on Tuesdays and Thursdays, and in Oxford street, Levin on Saturdays. TERMS: STRICTLY CASH. Orders promptly attended to. (708, 369, 836, 520)
masthead (0, 0, 1114, 40)
film-title: "FIVE NIGHTS." (473, 563, 535, 573)
article-paragraph: American submarine chasers destroyed two Austrian submarines at Durazzo. (30, 370, 263, 392)
holdaway-text: and can now with confidence guarantee all work entrusted to him. (862, 526, 1072, 548)
film-title: "THE RAILROAD RAIDERS" (452, 1112, 556, 1122)
film-title: HELEN HOLMES in (467, 1075, 541, 1085)
classified-ad: Special Bargains in Boys' all-wool Jerseys; navy, maroon, saxe, grey and creams, sizes 18 to 24; usual price, 6s to 9s 6d; special price, 5s 6d; see window display. STILES & MATHESON, Ltd., Levin. (273, 992, 441, 1048)
levin: LEVIN. (879, 842, 909, 851)
column-pictures-news (273, 42, 441, 2449)
time-headline (849, 1227, 1085, 1245)
heading-austrians: Austrians Bolt From Albania. (295, 1757, 419, 1768)
article-paragraph: The French have advanced east of Lens (north east of St. Quentin). (30, 347, 263, 369)
article-paragraph: Sir Douglas Haig reports: At dawn the British infantry and tanks attacked on an eight-mile front from Sequehart to the Canal northward of Bony. The attack was successful at all points. (30, 529, 263, 567)
kiwi-text: CASH Buyers of first quality Bacon Pigs. Highest market price given. Private curing a specialty. PRIME BACONERS 110 to 150 lbs, 9 P.ER LB. We will truck pigs as under or otherwise as arranged by the buyer: Levin, Kopuaranga, Shannon, Foxton. J. ANNABELL, Buyer. THOS. FENTON, Manager. References—Bank of Australasia. (708, 558, 836, 652)
millinery-advert (842, 46, 1092, 302)
jewellery-text: We have just opened up our new stock which we intend to be THE jewellery store in this district. The quality of everything sold will be the BEST—it will never vary. We will always be at pains to give our customers complete satisfaction. (849, 1185, 1085, 1224)
show-line: All information from (319, 1484, 395, 1494)
farewell-text: FAREWELL SOCIAL and DANCE will be given to Mr. and Mrs. Brittain, in the DRUIDS' HALL, on TUESDAY, OCTOBER 8th. Excellent supper and music. Ladies 1s, gent's 2s 6d. W. BROUGHTON, Hon. Secretary. (449, 1319, 559, 1404)
show-line: METROPOLITAN (325, 1371, 389, 1381)
article-paragraph: Next Thursday Billie Burke will be seen in "Peggy," which was her first great success for the pictures and is considered to be one of her finest performances. (273, 277, 441, 316)
article-paragraph: At the conclusion of yesterday's fighting, we held the high ground a mile northeastward of Sequehart and had successfully beaten off counter attacks at Gouy, Le Catelet and Sequehart. (30, 820, 263, 858)
film-title: And FATTY ARBUCKLE in (456, 659, 552, 669)
film-title: And FATTY ARBUCKLE in (456, 650, 552, 660)
show-line: on the Showgrounds, (318, 1409, 396, 1419)
millinery-text: THE Charming Spring Millinery is here and on view in our Showroom and Windows. This is what you have been waiting to see, and we are confident you will be more than pleased with our display. We shall not here attempt description, instead urge your inspection of these lovely Hats. (853, 167, 1081, 234)
film-title: "THE RAILROAD RAIDERS" (452, 1103, 556, 1113)
mrs-bevan: Mrs Bevan (739, 46, 805, 61)
article-paragraph: We prisoners a large number in these successful operations. (38, 712, 259, 722)
film-title: HELEN HOLMES in (467, 1065, 541, 1075)
article-paragraph: A Belgian communique reports: The Franco-Belgians on October 2 attacked strong enemy positions eastwards of Staden, breaking down the enemy's resistance. Our troops advanced three to five kilometres and reached the outskirts of Hooglede, also the Hooglede-Roulers road. A violent enemy counterattack eastward of Roulers was repulsed before reaching our lines. During October 3 a Belgian armoured car of daringly crossed the German lines and advanced towards Roulers. The heavy enemy fire from all sides the car subsequently returned to the lines through the German positions. (30, 1230, 263, 1334)
article-paragraph: We progressed over 2000 yards northwest of St. Quentin. During the night we fighting to our advantage occurred southeastward of Beaurevoir and on the southern outskirts of Cambrai. (30, 858, 263, 896)
farlands-logo: FARLAND'S PICTURES (456, 65, 552, 123)
farlands-heading: Farland's (469, 782, 539, 802)
market-text: Will be held in THE KING'S THEATRE in aid of the Comforts Building Fund. (453, 1196, 555, 1225)
bevan-text: WISHES to announce that she is starting in business in Oxford street (next door to Mr Hall's Dental Surgery). (708, 62, 827, 100)
deck: DASHING FEAT OF ARMOURED CAR. (87, 1210, 206, 1218)
subhead-offensives: Six Separate Offensives. (30, 986, 141, 998)
headline-americans: Americans Reach Kriem-hilde Line. (62, 54, 231, 99)
film-synopsis: A MUTUAL STAR OF MERIT in five parts—a story treating of the fates of two orphans. The boy becomes a criminal and the girl a shrinking him is forced by awkward circumstances which end happily. (449, 981, 559, 1057)
stock-sale-heading: WAIKANAE STOCK SALE. WEDNESDAY, OCTOBER 9. (566, 924, 700, 952)
article-paragraph: No application is equal to Chamberlain's Pain Balm for stiff and swollen joints, contracted muscles, stiff neck, sprains and rheumatic and muscular pains. Sold everywhere. (273, 2364, 441, 2411)
headline-turkey: Turkey's Awkward Predicament. (47, 194, 246, 210)
